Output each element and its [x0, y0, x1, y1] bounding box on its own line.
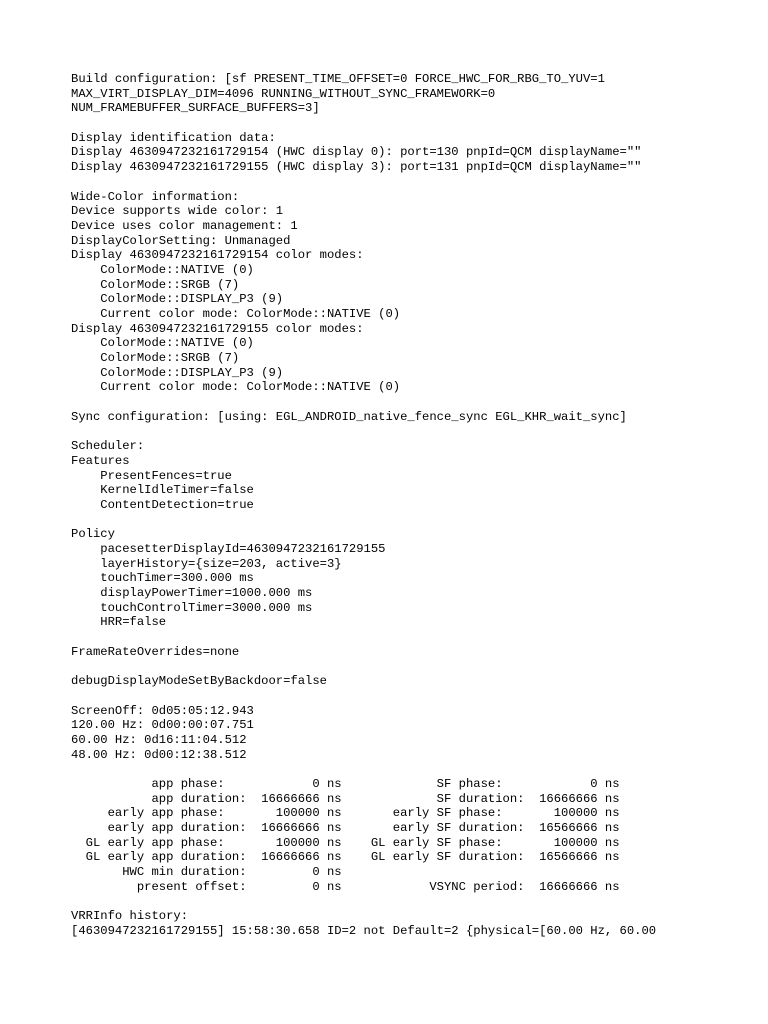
output-line [71, 630, 761, 645]
output-line: pacesetterDisplayId=4630947232161729155 [71, 542, 386, 556]
dumpsys-output [71, 72, 761, 939]
output-line: VRRInfo history: [71, 909, 189, 924]
output-line [71, 762, 761, 777]
output-line: 120.00 Hz: 0d00:00:07.751 [71, 718, 254, 733]
output-line: HRR=false [71, 615, 167, 630]
output-line [71, 660, 761, 675]
output-line: NUM_FRAMEBUFFER_SURFACE_BUFFERS=3] [71, 101, 320, 116]
output-line: displayPowerTimer=1000.000 ms [71, 586, 313, 601]
output-line: Display 4630947232161729155 color modes: [71, 321, 364, 336]
output-line: FrameRateOverrides=none [71, 644, 240, 659]
output-line [71, 395, 761, 410]
output-line: Policy [71, 527, 115, 542]
output-line: debugDisplayModeSetByBackdoor=false [71, 674, 327, 689]
output-line: app duration: 16666666 ns SF duration: 16666666 ns [71, 791, 620, 806]
output-line: MAX_VIRT_DISPLAY_DIM=4096 RUNNING_WITHOUT_SYNC_FRAMEWORK=0 [71, 86, 496, 101]
output-line: ColorMode::DISPLAY_P3 (9) [71, 292, 284, 307]
output-line: layerHistory={size=203, active=3} [71, 556, 342, 571]
output-line: early app duration: 16666666 ns early SF duration: 16566666 ns [71, 821, 620, 836]
output-line: Current color mode: ColorMode::NATIVE (0) [71, 380, 401, 395]
output-line: Display 4630947232161729155 (HWC display 3): port=131 pnpId=QCM displayName="" [71, 160, 642, 175]
output-line: app phase: 0 ns SF phase: 0 ns [71, 777, 620, 791]
output-line [71, 513, 761, 528]
output-line [71, 895, 761, 910]
output-line: Features [71, 453, 130, 468]
output-line: Build configuration: [sf PRESENT_TIME_OFFSET=0 FORCE_HWC_FOR_RBG_TO_YUV=1 [71, 72, 605, 86]
output-line [71, 689, 761, 704]
output-line: Scheduler: [71, 439, 145, 454]
output-line: ColorMode::NATIVE (0) [71, 262, 254, 277]
output-line: [4630947232161729155] 15:58:30.658 ID=2 not Default=2 {physical=[60.00 Hz, 60.00 [71, 923, 657, 938]
output-line: ColorMode::SRGB (7) [71, 351, 240, 366]
output-line: GL early app phase: 100000 ns GL early SF phase: 100000 ns [71, 835, 620, 850]
output-line: 60.00 Hz: 0d16:11:04.512 [71, 732, 247, 747]
output-line: Display 4630947232161729154 (HWC display 0): port=130 pnpId=QCM displayName="" [71, 145, 642, 160]
output-line: ScreenOff: 0d05:05:12.943 [71, 703, 254, 718]
output-line: Sync configuration: [using: EGL_ANDROID_native_fence_sync EGL_KHR_wait_sync] [71, 409, 627, 424]
output-line: DisplayColorSetting: Unmanaged [71, 233, 291, 248]
output-line: touchControlTimer=3000.000 ms [71, 600, 313, 615]
output-line: early app phase: 100000 ns early SF phase: 100000 ns [71, 806, 620, 821]
output-line [71, 425, 761, 440]
output-line: KernelIdleTimer=false [71, 483, 254, 498]
output-line: Device uses color management: 1 [71, 218, 298, 233]
output-line: Device supports wide color: 1 [71, 204, 284, 219]
output-line: present offset: 0 ns VSYNC period: 16666666 ns [71, 879, 620, 894]
output-line: Current color mode: ColorMode::NATIVE (0) [71, 307, 401, 321]
output-line [71, 116, 761, 131]
output-line: ColorMode::SRGB (7) [71, 277, 240, 292]
output-line: GL early app duration: 16666666 ns GL early SF duration: 16566666 ns [71, 850, 620, 865]
output-line: Display 4630947232161729154 color modes: [71, 248, 364, 263]
output-line: Wide-Color information: [71, 189, 240, 204]
output-line: 48.00 Hz: 0d00:12:38.512 [71, 747, 247, 762]
output-line: ColorMode::DISPLAY_P3 (9) [71, 365, 284, 380]
output-line: HWC min duration: 0 ns [71, 865, 342, 880]
output-line: Display identification data: [71, 130, 276, 145]
output-line [71, 175, 761, 190]
output-line: PresentFences=true [71, 468, 232, 483]
output-line: touchTimer=300.000 ms [71, 571, 254, 586]
output-line: ColorMode::NATIVE (0) [71, 336, 254, 351]
output-line: ContentDetection=true [71, 497, 254, 512]
